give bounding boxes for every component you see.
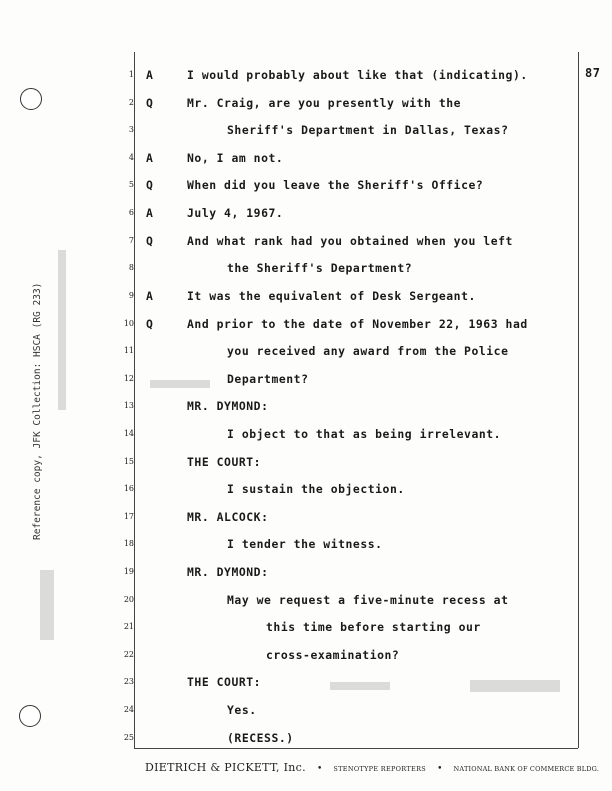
left-margin-rule — [134, 52, 135, 748]
line-number: 21 — [123, 622, 134, 631]
transcript-line: THE COURT: — [187, 675, 262, 689]
transcript-line: MR. ALCOCK: — [187, 510, 269, 524]
scan-noise — [58, 250, 66, 410]
transcript-line: MR. DYMOND: — [187, 565, 269, 579]
punch-hole-bottom — [19, 705, 41, 727]
scan-noise — [470, 680, 560, 692]
archive-side-note: Reference copy, JFK Collection: HSCA (RG 233) — [32, 282, 43, 540]
line-number: 6 — [128, 208, 134, 217]
line-number: 5 — [128, 180, 134, 189]
footer-separator: • — [437, 764, 443, 774]
transcript-line: the Sheriff's Department? — [227, 261, 413, 275]
transcript-line: I tender the witness. — [227, 537, 383, 551]
footer-steno: STENOTYPE REPORTERS — [333, 765, 427, 773]
transcript-line: Sheriff's Department in Dallas, Texas? — [227, 123, 509, 137]
line-number: 11 — [123, 346, 134, 355]
scan-noise — [330, 682, 390, 690]
speaker-marker: A — [146, 289, 153, 303]
scan-noise — [40, 570, 54, 640]
transcript-line: cross-examination? — [266, 648, 400, 662]
footer-bank: NATIONAL BANK OF COMMERCE BLDG. — [453, 765, 600, 773]
transcript-line: When did you leave the Sheriff's Office? — [187, 178, 484, 192]
speaker-marker: Q — [146, 178, 153, 192]
line-number: 23 — [123, 677, 134, 686]
line-number: 20 — [123, 595, 134, 604]
footer-separator: • — [317, 764, 323, 774]
speaker-marker: A — [146, 206, 153, 220]
page-number: 87 — [585, 66, 601, 80]
line-number: 19 — [123, 567, 134, 576]
line-number: 14 — [123, 429, 134, 438]
speaker-marker: A — [146, 68, 153, 82]
transcript-line: No, I am not. — [187, 151, 284, 165]
scan-noise — [150, 380, 210, 388]
transcript-line: I sustain the objection. — [227, 482, 405, 496]
line-number: 24 — [123, 705, 134, 714]
speaker-marker: Q — [146, 234, 153, 248]
transcript-line: you received any award from the Police — [227, 344, 509, 358]
speaker-marker: Q — [146, 96, 153, 110]
transcript-line: (RECESS.) — [227, 731, 294, 745]
line-number: 15 — [123, 457, 134, 466]
line-number: 13 — [123, 401, 134, 410]
line-number: 12 — [123, 374, 134, 383]
line-number: 3 — [128, 125, 134, 134]
footer — [145, 756, 599, 775]
transcript-line: I object to that as being irrelevant. — [227, 427, 502, 441]
line-number: 18 — [123, 539, 134, 548]
line-number: 10 — [123, 319, 134, 328]
transcript-line: this time before starting our — [266, 620, 481, 634]
line-number: 17 — [123, 512, 134, 521]
line-number: 1 — [128, 70, 134, 79]
right-margin-rule — [578, 52, 579, 748]
transcript-line: May we request a five-minute recess at — [227, 593, 509, 607]
line-number: 2 — [128, 98, 134, 107]
transcript-line: It was the equivalent of Desk Sergeant. — [187, 289, 476, 303]
transcript-line: And what rank had you obtained when you left — [187, 234, 513, 248]
transcript-line: THE COURT: — [187, 455, 262, 469]
line-number: 9 — [128, 291, 134, 300]
transcript-line: And prior to the date of November 22, 1963 had — [187, 317, 528, 331]
line-number: 8 — [128, 263, 134, 272]
line-number: 16 — [123, 484, 134, 493]
line-number: 25 — [123, 733, 134, 742]
footer-firm: DIETRICH & PICKETT, Inc. — [145, 761, 306, 774]
punch-hole-top — [20, 88, 42, 110]
transcript-line: July 4, 1967. — [187, 206, 284, 220]
speaker-marker: Q — [146, 317, 153, 331]
line-number: 4 — [128, 153, 134, 162]
line-number: 22 — [123, 650, 134, 659]
transcript-line: MR. DYMOND: — [187, 399, 269, 413]
transcript-line: Yes. — [227, 703, 257, 717]
transcript-line: I would probably about like that (indicating). — [187, 68, 528, 82]
transcript-line: Mr. Craig, are you presently with the — [187, 96, 462, 110]
bottom-rule — [134, 748, 578, 749]
speaker-marker: A — [146, 151, 153, 165]
line-number: 7 — [128, 236, 134, 245]
transcript-line: Department? — [227, 372, 309, 386]
